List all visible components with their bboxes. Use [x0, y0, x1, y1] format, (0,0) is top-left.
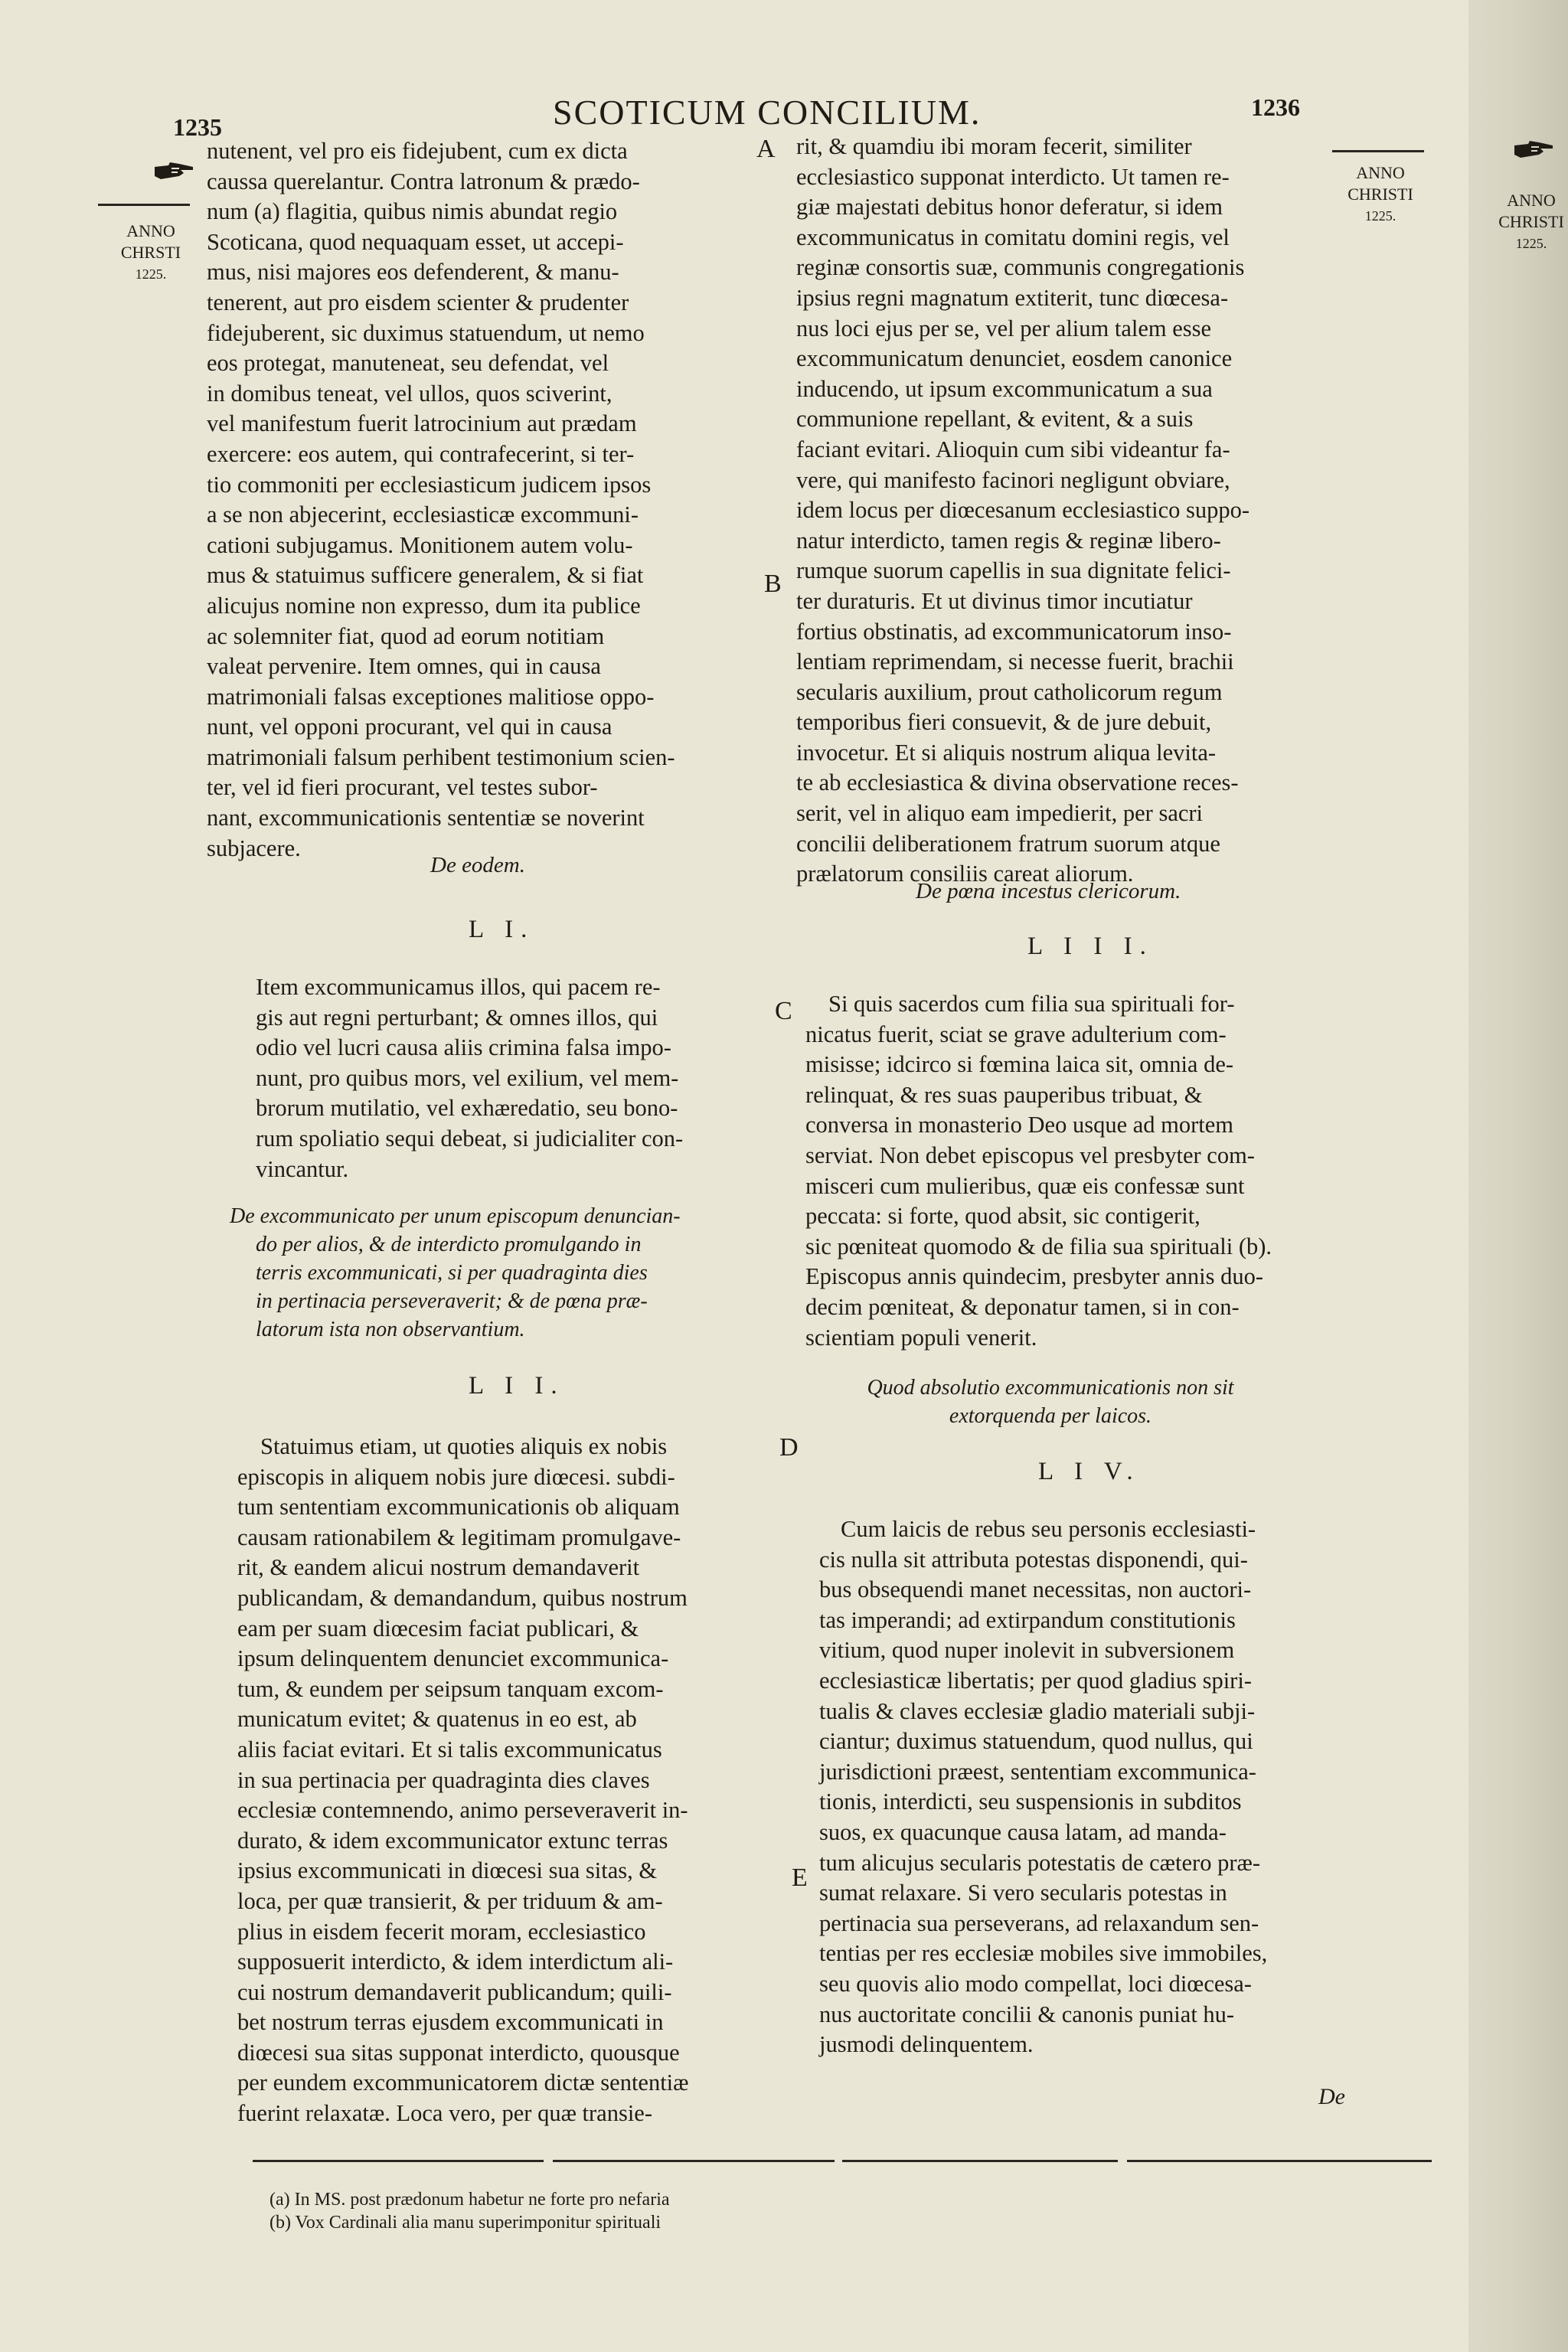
- text-line: Episcopus annis quindecim, presbyter annis duo-: [805, 1263, 1264, 1290]
- anno-label: ANNO: [126, 221, 175, 240]
- heading-de-eodem: De eodem.: [430, 853, 526, 877]
- text-line: scientiam populi venerit.: [805, 1324, 1037, 1351]
- right-text-block-2: [805, 989, 1272, 1353]
- anno-label: ANNO: [1356, 163, 1405, 182]
- text-line: mus & statuimus sufficere generalem, & si fiat: [207, 562, 644, 589]
- text-line: Scoticana, quod nequaquam esset, ut accepi-: [207, 228, 624, 255]
- text-line: ter, vel id fieri procurant, vel testes subor-: [207, 774, 598, 801]
- text-line: valeat pervenire. Item omnes, qui in causa: [207, 653, 601, 680]
- text-line: vincantur.: [256, 1155, 349, 1182]
- text-line: natur interdicto, tamen regis & reginæ libero-: [796, 527, 1221, 554]
- christi-label: CHRISTI: [1498, 212, 1564, 231]
- text-line: nicatus fuerit, sciat se grave adulterium com-: [805, 1021, 1227, 1047]
- text-line: cui nostrum demandaverit publicandum; quili-: [237, 1978, 672, 2005]
- text-line: bus obsequendi manet necessitas, non auctori-: [819, 1576, 1252, 1603]
- text-line: tio commoniti per ecclesiasticum judicem ipsos: [207, 471, 652, 498]
- margin-rule-right: [1332, 150, 1424, 152]
- text-line: num (a) flagitia, quibus nimis abundat regio: [207, 198, 618, 225]
- text-line: serit, vel in aliquo eam impedierit, per sacri: [796, 800, 1204, 827]
- pointing-hand-icon: [1513, 139, 1554, 161]
- text-line: giæ majestati debitus honor deferatur, si idem: [796, 194, 1223, 220]
- chapter-numeral-52: L I I.: [469, 1372, 565, 1400]
- text-line: rit, & eandem alicui nostrum demandaverit: [237, 1554, 640, 1581]
- text-line: nunt, vel opponi procurant, vel qui in causa: [207, 714, 612, 740]
- text-line: latorum ista non observantium.: [256, 1318, 525, 1341]
- left-text-block-1: [207, 136, 675, 864]
- margin-anno-edge: [1496, 190, 1566, 254]
- text-line: municatum evitet; & quatenus in eo est, ab: [237, 1706, 637, 1733]
- text-line: peccata: si forte, quod absit, sic contigerit,: [805, 1203, 1200, 1230]
- section-letter-e: E: [792, 1864, 808, 1892]
- text-line: mus, nisi majores eos defenderent, & manu-: [207, 259, 619, 286]
- text-line: subjacere.: [207, 835, 301, 861]
- text-line: terris excommunicati, si per quadraginta dies: [256, 1261, 648, 1285]
- left-text-block-3: [237, 1432, 689, 2129]
- text-line: idem locus per diœcesanum ecclesiastico suppo-: [796, 497, 1250, 524]
- text-line: loca, per quæ transierit, & per triduum & am-: [237, 1887, 663, 1914]
- text-line: tum, & eundem per seipsum tanquam excom-: [237, 1675, 664, 1702]
- text-line: tum sententiam excommunicationis ob aliquam: [237, 1494, 680, 1521]
- text-line: extorquenda per laicos.: [949, 1404, 1152, 1428]
- christi-label: CHRISTI: [1348, 185, 1413, 204]
- right-text-block-3: [819, 1514, 1267, 2060]
- text-line: vel manifestum fuerit latrocinium aut prædam: [207, 410, 637, 437]
- text-line: nant, excommunicationis sententiæ se noverint: [207, 805, 645, 831]
- text-line: communione repellant, & evitent, & a suis: [796, 406, 1194, 433]
- anno-year: 1225.: [1364, 208, 1396, 224]
- text-line: episcopis in aliquem nobis jure diœcesi. subdi-: [237, 1463, 675, 1490]
- section-letter-c: C: [775, 997, 792, 1025]
- anno-year: 1225.: [1515, 236, 1547, 251]
- text-line: De excommunicato per unum episcopum denuncian-: [230, 1204, 681, 1228]
- text-line: Si quis sacerdos cum filia sua spirituali for-: [828, 991, 1235, 1017]
- text-line: inducendo, ut ipsum excommunicatum a sua: [796, 375, 1213, 402]
- text-line: concilii deliberationem fratrum suorum atque: [796, 830, 1220, 857]
- heading-chapter-53: De pœna incestus clericorum.: [916, 879, 1181, 903]
- text-line: pertinacia sua perseverans, ad relaxandum sen-: [819, 1909, 1259, 1936]
- chapter-numeral-54: L I V.: [1038, 1458, 1141, 1485]
- text-line: nunt, pro quibus mors, vel exilium, vel mem-: [256, 1064, 679, 1091]
- heading-chapter-52: [230, 1202, 681, 1344]
- text-line: caussa querelantur. Contra latronum & prædo-: [207, 168, 640, 194]
- text-line: conversa in monasterio Deo usque ad mortem: [805, 1112, 1234, 1138]
- footnote-rule: [253, 2154, 1432, 2158]
- catchword: De: [1318, 2084, 1345, 2109]
- text-line: prælatorum consiliis careat aliorum.: [796, 861, 1134, 887]
- text-line: rum spoliatio sequi debeat, si judicialiter con-: [256, 1125, 684, 1152]
- chapter-numeral-53: L I I I.: [1027, 933, 1154, 960]
- text-line: supposuerit interdicto, & idem interdictum ali-: [237, 1949, 674, 1975]
- text-line: tenerent, aut pro eisdem scienter & prudenter: [207, 289, 629, 315]
- text-line: tas imperandi; ad extirpandum constitutionis: [819, 1606, 1236, 1633]
- text-line: excommunicatum denunciet, eosdem canonice: [796, 345, 1233, 372]
- text-line: alicujus nomine non expresso, dum ita publice: [207, 592, 641, 619]
- text-line: eos protegat, manuteneat, seu defendat, vel: [207, 350, 609, 377]
- text-line: vitium, quod nuper inolevit in subversionem: [819, 1637, 1235, 1664]
- text-line: eam per suam diœcesim faciat publicari, &: [237, 1615, 639, 1642]
- text-line: in domibus teneat, vel ullos, quos sciverint,: [207, 380, 612, 407]
- text-line: misisse; idcirco si fœmina laica sit, omnia de-: [805, 1051, 1234, 1078]
- text-line: tualis & claves ecclesiæ gladio materiali subji-: [819, 1697, 1256, 1724]
- section-letter-d: D: [779, 1433, 799, 1462]
- text-line: ecclesiastico supponat interdicto. Ut tamen re-: [796, 163, 1230, 190]
- margin-anno-left: [109, 220, 193, 285]
- text-line: ciantur; duximus statuendum, quod nullus, qui: [819, 1728, 1253, 1755]
- text-line: Item excommunicamus illos, qui pacem re-: [256, 974, 661, 1000]
- text-line: ac solemniter fiat, quod ad eorum notitiam: [207, 622, 605, 649]
- text-line: faciant evitari. Alioquin cum sibi videantur fa-: [796, 436, 1230, 462]
- text-line: fortius obstinatis, ad excommunicatorum inso-: [796, 618, 1232, 645]
- text-line: matrimoniali falsas exceptiones malitiose oppo-: [207, 683, 655, 710]
- text-line: jurisdictioni præest, sententiam excommunica-: [819, 1758, 1256, 1785]
- text-line: cationi subjugamus. Monitionem autem volu-: [207, 531, 633, 558]
- text-line: misceri cum mulieribus, quæ eis confessæ sunt: [805, 1172, 1245, 1199]
- chapter-numeral-51: L I.: [469, 916, 535, 943]
- text-line: in pertinacia perseveraverit; & de pœna præ-: [256, 1289, 648, 1313]
- text-line: temporibus fieri consuevit, & de jure debuit,: [796, 709, 1212, 736]
- text-line: cis nulla sit attributa potestas disponendi, qui-: [819, 1546, 1248, 1573]
- text-line: ecclesiasticæ libertatis; per quod gladius spiri-: [819, 1667, 1252, 1694]
- text-line: diœcesi sua sitas supponat interdicto, quousque: [237, 2039, 680, 2066]
- footnote-a: (a) In MS. post prædonum habetur ne forte pro nefaria: [270, 2190, 670, 2210]
- text-line: secularis auxilium, prout catholicorum regum: [796, 678, 1223, 705]
- text-line: plius in eisdem fecerit moram, ecclesiastico: [237, 1918, 646, 1945]
- text-line: ipsum delinquentem denunciet excommunica-: [237, 1645, 669, 1672]
- left-text-block-2: [256, 972, 683, 1184]
- text-line: jusmodi delinquentem.: [819, 2031, 1034, 2058]
- text-line: relinquat, & res suas pauperibus tribuat, &: [805, 1081, 1203, 1108]
- page-number-right: 1236: [1251, 93, 1300, 121]
- text-line: sumat relaxare. Si vero secularis potestas in: [819, 1880, 1227, 1906]
- text-line: Quod absolutio excommunicationis non sit: [867, 1376, 1234, 1400]
- text-line: ipsius regni magnatum extiterit, tunc diœcesa-: [796, 284, 1229, 311]
- text-line: fidejuberent, sic duximus statuendum, ut nemo: [207, 319, 645, 346]
- text-line: bet nostrum terras ejusdem excommunicati in: [237, 2009, 664, 2036]
- text-line: rit, & quamdiu ibi moram fecerit, similiter: [796, 133, 1192, 159]
- section-letter-a: A: [756, 135, 776, 163]
- text-line: in sua pertinacia per quadraginta dies claves: [237, 1766, 650, 1793]
- text-line: lentiam reprimendam, si necesse fuerit, brachii: [796, 648, 1234, 675]
- text-line: ipsius excommunicati in diœcesi sua sitas, &: [237, 1857, 658, 1884]
- text-line: tionis, interdicti, seu suspensionis in subditos: [819, 1788, 1242, 1815]
- text-line: causam rationabilem & legitimam promulgave-: [237, 1524, 681, 1550]
- text-line: exercere: eos autem, qui contrafecerint, si ter-: [207, 440, 635, 467]
- footnote-b: (b) Vox Cardinali alia manu superimponitur spirituali: [270, 2213, 662, 2233]
- section-letter-b: B: [764, 570, 782, 598]
- text-line: suos, ex quacunque causa latam, ad manda-: [819, 1818, 1227, 1845]
- running-head-title: SCOTICUM CONCILIUM.: [553, 93, 982, 132]
- text-line: te ab ecclesiastica & divina observatione reces-: [796, 769, 1239, 796]
- text-line: nutenent, vel pro eis fidejubent, cum ex dicta: [207, 138, 628, 164]
- text-line: a se non abjecerint, ecclesiasticæ excommuni-: [207, 501, 639, 528]
- text-line: decim pœniteat, & deponatur tamen, si in con-: [805, 1293, 1240, 1320]
- text-line: do per alios, & de interdicto promulgando in: [256, 1233, 642, 1256]
- text-line: seu quovis alio modo compellat, loci diœcesa-: [819, 1970, 1252, 1997]
- adjacent-page-edge: [1468, 0, 1568, 2352]
- text-line: ecclesiæ contemnendo, animo perseveraverit in-: [237, 1797, 688, 1824]
- pointing-hand-icon: [153, 161, 194, 182]
- text-line: invocetur. Et si aliquis nostrum aliqua levita-: [796, 739, 1217, 766]
- text-line: Cum laicis de rebus seu personis ecclesiasti-: [841, 1516, 1256, 1542]
- text-line: aliis faciat evitari. Et si talis excommunicatus: [237, 1736, 662, 1762]
- text-line: excommunicatus in comitatu domini regis, vel: [796, 224, 1230, 250]
- text-line: tum alicujus secularis potestatis de cætero præ-: [819, 1849, 1260, 1876]
- text-line: tentias per res ecclesiæ mobiles sive immobiles,: [819, 1940, 1268, 1967]
- christi-label: CHRSTI: [120, 243, 181, 262]
- text-line: ter duraturis. Et ut divinus timor incutiatur: [796, 587, 1193, 614]
- text-line: per eundem excommunicatorem dictæ sententiæ: [237, 2069, 689, 2096]
- text-line: nus auctoritate concilii & canonis puniat hu-: [819, 2001, 1235, 2027]
- text-line: serviat. Non debet episcopus vel presbyter com-: [805, 1142, 1255, 1168]
- text-line: odio vel lucri causa aliis crimina falsa impo-: [256, 1034, 671, 1061]
- text-line: fuerint relaxatæ. Loca vero, per quæ transie-: [237, 2100, 653, 2127]
- text-line: matrimoniali falsum perhibent testimonium scien-: [207, 743, 675, 770]
- text-line: brorum mutilatio, vel exhæredatio, seu bono-: [256, 1095, 678, 1122]
- text-line: rumque suorum capellis in sua dignitate felici-: [796, 557, 1231, 584]
- text-line: sic pœniteat quomodo & de filia sua spirituali (b).: [805, 1233, 1272, 1259]
- page-number-left: 1235: [173, 113, 222, 141]
- right-text-block-1: [796, 132, 1250, 890]
- text-line: durato, & idem excommunicator extunc terras: [237, 1827, 668, 1854]
- text-line: nus loci ejus per se, vel per alium talem esse: [796, 315, 1212, 341]
- margin-rule-left: [98, 204, 190, 206]
- text-line: vere, qui manifesto facinori negligunt obviare,: [796, 466, 1230, 493]
- margin-anno-right: [1338, 162, 1423, 227]
- anno-year: 1225.: [135, 266, 167, 282]
- text-line: gis aut regni perturbant; & omnes illos, qui: [256, 1004, 658, 1031]
- anno-label: ANNO: [1507, 191, 1556, 210]
- heading-chapter-54: [859, 1374, 1242, 1430]
- text-line: publicandam, & demandandum, quibus nostrum: [237, 1584, 688, 1611]
- text-line: Statuimus etiam, ut quoties aliquis ex nobis: [260, 1433, 668, 1459]
- text-line: reginæ consortis suæ, communis congregationis: [796, 254, 1245, 281]
